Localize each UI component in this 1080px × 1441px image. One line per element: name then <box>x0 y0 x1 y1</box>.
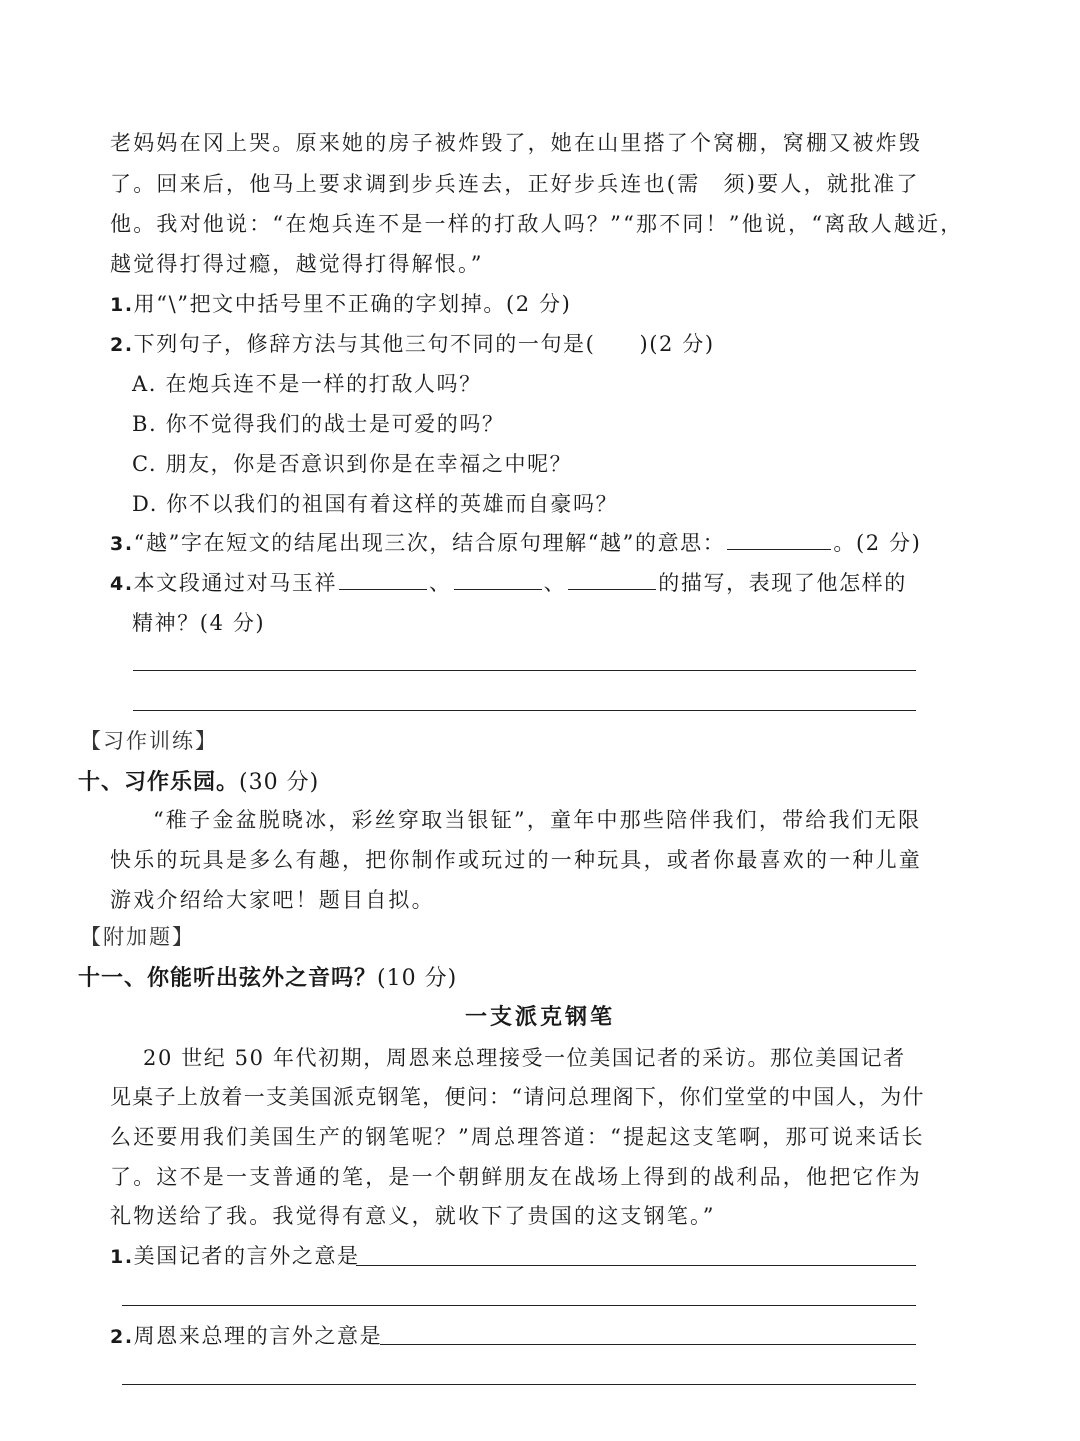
answer-blank-2[interactable] <box>454 588 542 590</box>
question-3 <box>110 527 921 557</box>
question-text: 周恩来总理的言外之意是 <box>133 1324 383 1348</box>
story-line-4: 了。这不是一支普通的笔，是一个朝鲜朋友在战场上得到的战利品，他把它作为 <box>110 1165 922 1189</box>
extra-question-2 <box>110 1320 382 1350</box>
option-c[interactable]: C. 朋友，你是否意识到你是在幸福之中呢？ <box>132 452 573 476</box>
question-text: “越”字在短文的结尾出现三次，结合原句理解“越”的意思： <box>133 531 726 555</box>
story-line-2: 见桌子上放着一支美国派克钢笔，便问：“请问总理阁下，你们堂堂的中国人，为什 <box>110 1085 925 1109</box>
question-4 <box>110 567 907 597</box>
answer-blank-3[interactable] <box>568 588 656 590</box>
story-title: 一支派克钢笔 <box>464 1005 615 1030</box>
section-title-text: 十、习作乐园。 <box>78 770 240 795</box>
question-number: 2. <box>110 334 134 356</box>
writing-line-3: 游戏介绍给大家吧！题目自拟。 <box>110 888 435 912</box>
answer-blank[interactable] <box>727 548 831 550</box>
question-text: 本文段通过对马玉祥 <box>133 571 338 595</box>
story-line-1: 20 世纪 50 年代初期，周恩来总理接受一位美国记者的采访。那位美国记者 <box>143 1046 906 1070</box>
question-text: 美国记者的言外之意是 <box>133 1244 360 1268</box>
writing-line-2: 快乐的玩具是多么有趣，把你制作或玩过的一种玩具，或者你最喜欢的一种儿童 <box>110 848 922 872</box>
option-a[interactable]: A. 在炮兵连不是一样的打敌人吗？ <box>132 372 482 396</box>
section-title-writing <box>78 765 319 796</box>
section-tag-extra: 【附加题】 <box>80 925 195 949</box>
answer-line[interactable] <box>133 670 916 671</box>
section-title-extra <box>78 961 457 992</box>
question-number: 2. <box>110 1326 134 1348</box>
passage-line-1: 老妈妈在冈上哭。原来她的房子被炸毁了，她在山里搭了个窝棚，窝棚又被炸毁 <box>110 131 922 155</box>
answer-line[interactable] <box>122 1384 916 1385</box>
separator: 、 <box>429 571 452 595</box>
answer-line[interactable] <box>122 1305 916 1306</box>
writing-line-1: “稚子金盆脱晓冰，彩丝穿取当银钲”，童年中那些陪伴我们，带给我们无限 <box>153 808 922 832</box>
answer-line[interactable] <box>380 1344 916 1345</box>
section-title-text: 十一、你能听出弦外之音吗？ <box>78 966 378 991</box>
question-text-tail: 的描写，表现了他怎样的 <box>658 571 907 595</box>
question-2 <box>110 328 715 358</box>
story-line-5: 礼物送给了我。我觉得有意义，就收下了贵国的这支钢笔。” <box>110 1204 716 1228</box>
question-number: 1. <box>110 294 134 316</box>
question-1 <box>110 288 571 318</box>
story-line-3: 么还要用我们美国生产的钢笔呢？”周总理答道：“提起这支笔啊，那可说来话长 <box>110 1125 925 1149</box>
answer-line[interactable] <box>133 710 916 711</box>
question-number: 4. <box>110 573 134 595</box>
option-d[interactable]: D. 你不以我们的祖国有着这样的英雄而自豪吗？ <box>132 492 619 516</box>
section-points: (30 分) <box>239 770 320 795</box>
question-text: 下列句子，修辞方法与其他三句不同的一句是( <box>133 332 596 356</box>
passage-line-4: 越觉得打得过瘾，越觉得打得解恨。” <box>110 252 484 276</box>
answer-line[interactable] <box>356 1265 916 1266</box>
question-points: 。(2 分) <box>833 531 922 555</box>
option-b[interactable]: B. 你不觉得我们的战士是可爱的吗？ <box>132 412 505 436</box>
question-4-line-2: 精神？(4 分) <box>132 611 266 635</box>
question-number: 3. <box>110 533 134 555</box>
extra-question-1 <box>110 1240 360 1270</box>
section-tag-writing: 【习作训练】 <box>80 729 218 753</box>
question-number: 1. <box>110 1246 134 1268</box>
separator: 、 <box>543 571 567 595</box>
passage-line-2: 了。回来后，他马上要求调到步兵连去，正好步兵连也(需 须)要人，就批准了 <box>110 172 920 196</box>
section-points: (10 分) <box>377 966 458 991</box>
question-text: 用“\”把文中括号里不正确的字划掉。(2 分) <box>133 292 572 316</box>
passage-line-3: 他。我对他说：“在炮兵连不是一样的打敌人吗？”“那不同！”他说，“离敌人越近， <box>110 212 964 236</box>
answer-blank-1[interactable] <box>339 588 427 590</box>
question-points: )(2 分) <box>639 332 715 356</box>
